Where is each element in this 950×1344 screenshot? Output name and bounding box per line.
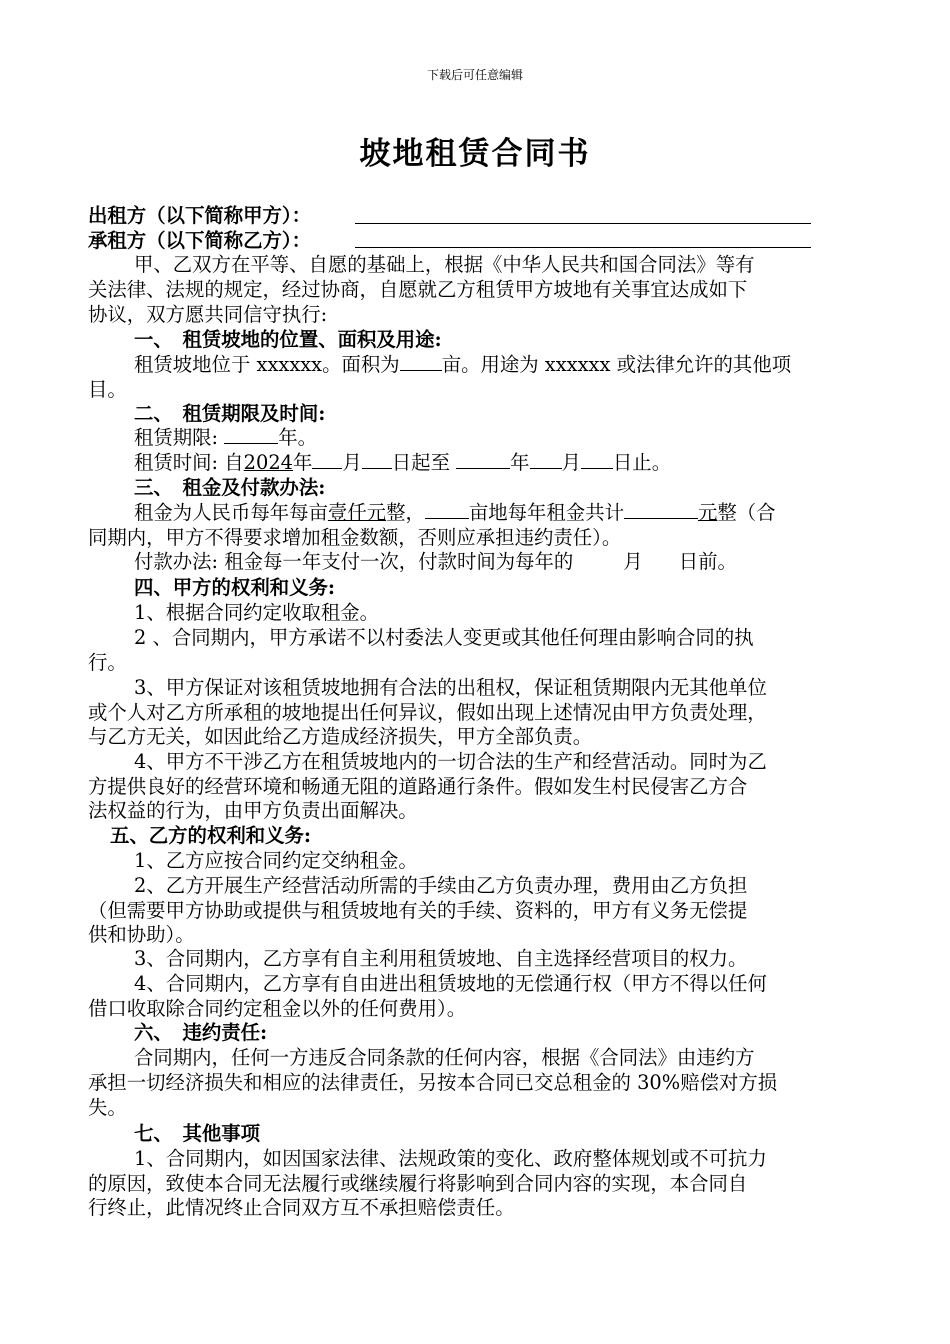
rent-text: 亩地每年租金共计 [468, 501, 624, 524]
clause-line: 3、合同期内，乙方享有自主利用租赁坡地、自主选择经营项目的权力。 [134, 947, 748, 970]
clause-line: 4、甲方不干涉乙方在租赁坡地内的一切合法的生产和经营活动。同时为乙 [134, 750, 767, 773]
acreage-blank [425, 500, 469, 519]
clause-line: 2、乙方开展生产经营活动所需的手续由乙方负责办理，费用由乙方负担 [134, 874, 748, 897]
clause-line: 合同期内，任何一方违反合同条款的任何内容，根据《合同法》由违约方 [134, 1046, 755, 1069]
rent-line-cont: 同期内，甲方不得要求增加租金数额，否则应承担违约责任）。 [88, 526, 622, 549]
area-blank [400, 352, 442, 371]
header-note: 下载后可任意编辑 [426, 68, 523, 82]
clause-line: 的原因，致使本合同无法履行或继续履行将影响到合同内容的实现，本合同自 [88, 1172, 748, 1195]
area-unit-text: 亩。用途为 xxxxxx 或法律允许的其他项 [441, 353, 792, 376]
rent-line [134, 500, 776, 526]
lease-time-label: 租赁时间: 自 [134, 451, 244, 474]
payment-text: 付款办法: 租金每一年支付一次，付款时间为每年的 [134, 550, 574, 573]
party-b-label: 承租方（以下简称乙方）： [88, 229, 311, 252]
section-7-heading: 七、 其他事项 [134, 1122, 261, 1145]
clause-line: 行终止，此情况终止合同双方互不承担赔偿责任。 [88, 1196, 515, 1219]
location-line-cont: 目。 [88, 378, 127, 401]
section-1-heading: 一、 租赁坡地的位置、面积及用途: [134, 328, 442, 351]
party-a-label: 出租方（以下简称甲方）： [88, 204, 311, 227]
end-month-blank [530, 450, 562, 469]
section-4-heading: 四、甲方的权利和义务: [134, 576, 336, 599]
location-text: 租赁坡地位于 xxxxxx。面积为 [134, 353, 400, 376]
section-3-heading: 三、 租金及付款办法: [134, 476, 326, 499]
clause-line: 3、甲方保证对该租赁坡地拥有合法的出租权，保证租赁期限内无其他单位 [134, 676, 767, 699]
rent-amount: 壹仟元 [327, 501, 387, 524]
year-unit: 年 [293, 451, 313, 474]
section-6-heading: 六、 违约责任: [134, 1021, 268, 1044]
clause-line: （但需要甲方协助或提供与租赁坡地有关的手续、资料的，甲方有义务无偿提 [88, 899, 748, 922]
lease-term-line [134, 425, 317, 451]
start-month-blank [312, 450, 342, 469]
intro-line: 甲、乙双方在平等、自愿的基础上，根据《中华人民共和国合同法》等有 [134, 253, 755, 276]
clause-line: 行。 [88, 651, 127, 674]
clause-line: 1、乙方应按合同约定交纳租金。 [134, 849, 418, 872]
location-line [134, 352, 791, 378]
start-day-blank [362, 450, 392, 469]
clause-line: 2 、合同期内，甲方承诺不以村委法人变更或其他任何理由影响合同的执 [134, 626, 754, 649]
section-5-heading: 五、乙方的权利和义务: [110, 824, 312, 847]
clause-line: 或个人对乙方所承租的坡地提出任何异议，假如出现上述情况由甲方负责处理， [88, 701, 767, 724]
term-year-unit: 年。 [278, 426, 318, 449]
clause-line: 与乙方无关，如因此给乙方造成经济损失，甲方全部负责。 [88, 725, 593, 748]
document-title: 坡地租赁合同书 [359, 136, 591, 172]
year-unit: 年 [510, 451, 530, 474]
clause-line: 1、合同期内，如因国家法律、法规政策的变化、政府整体规划或不可抗力 [134, 1147, 767, 1170]
party-a-blank [355, 223, 811, 224]
payment-day: 日前。 [678, 550, 737, 573]
end-year-blank [456, 450, 510, 469]
start-year: 2024 [243, 451, 294, 474]
total-rent-blank [624, 500, 698, 519]
rent-text: 租金为人民币每年每亩 [134, 501, 328, 524]
clause-line: 供和协助）。 [88, 923, 195, 946]
month-unit: 月 [342, 451, 362, 474]
clause-line: 借口收取除合同约定租金以外的任何费用）。 [88, 997, 467, 1020]
month-unit: 月 [561, 451, 581, 474]
clause-line: 失。 [88, 1096, 127, 1119]
rent-text: 整（合 [717, 501, 776, 524]
intro-line: 关法律、法规的规定，经过协商，自愿就乙方租赁甲方坡地有关事宜达成如下 [88, 278, 748, 301]
end-day-blank [581, 450, 613, 469]
clause-line: 4、合同期内，乙方享有自由进出租赁坡地的无偿通行权（甲方不得以任何 [134, 972, 767, 995]
term-years-blank [224, 425, 278, 444]
intro-line: 协议，双方愿共同信守执行: [88, 303, 328, 326]
clause-line: 承担一切经济损失和相应的法律责任，另按本合同已交总租金的 30%赔偿对方损 [88, 1071, 778, 1094]
rent-unit: 元 [697, 501, 718, 524]
clause-line: 法权益的行为，由甲方负责出面解决。 [88, 799, 418, 822]
section-2-heading: 二、 租赁期限及时间: [134, 402, 326, 425]
payment-line [134, 549, 737, 575]
day-unit: 日起至 [391, 451, 457, 474]
clause-line: 1、根据合同约定收取租金。 [134, 601, 380, 624]
rent-text: 整， [386, 501, 425, 524]
clause-line: 方提供良好的经营环境和畅通无阻的道路通行条件。假如发生村民侵害乙方合 [88, 775, 748, 798]
party-b-blank [355, 247, 811, 248]
lease-time-line [134, 450, 671, 476]
payment-month: 月 [623, 550, 643, 573]
day-unit: 日止。 [612, 451, 672, 474]
lease-term-label: 租赁期限: [134, 426, 225, 449]
